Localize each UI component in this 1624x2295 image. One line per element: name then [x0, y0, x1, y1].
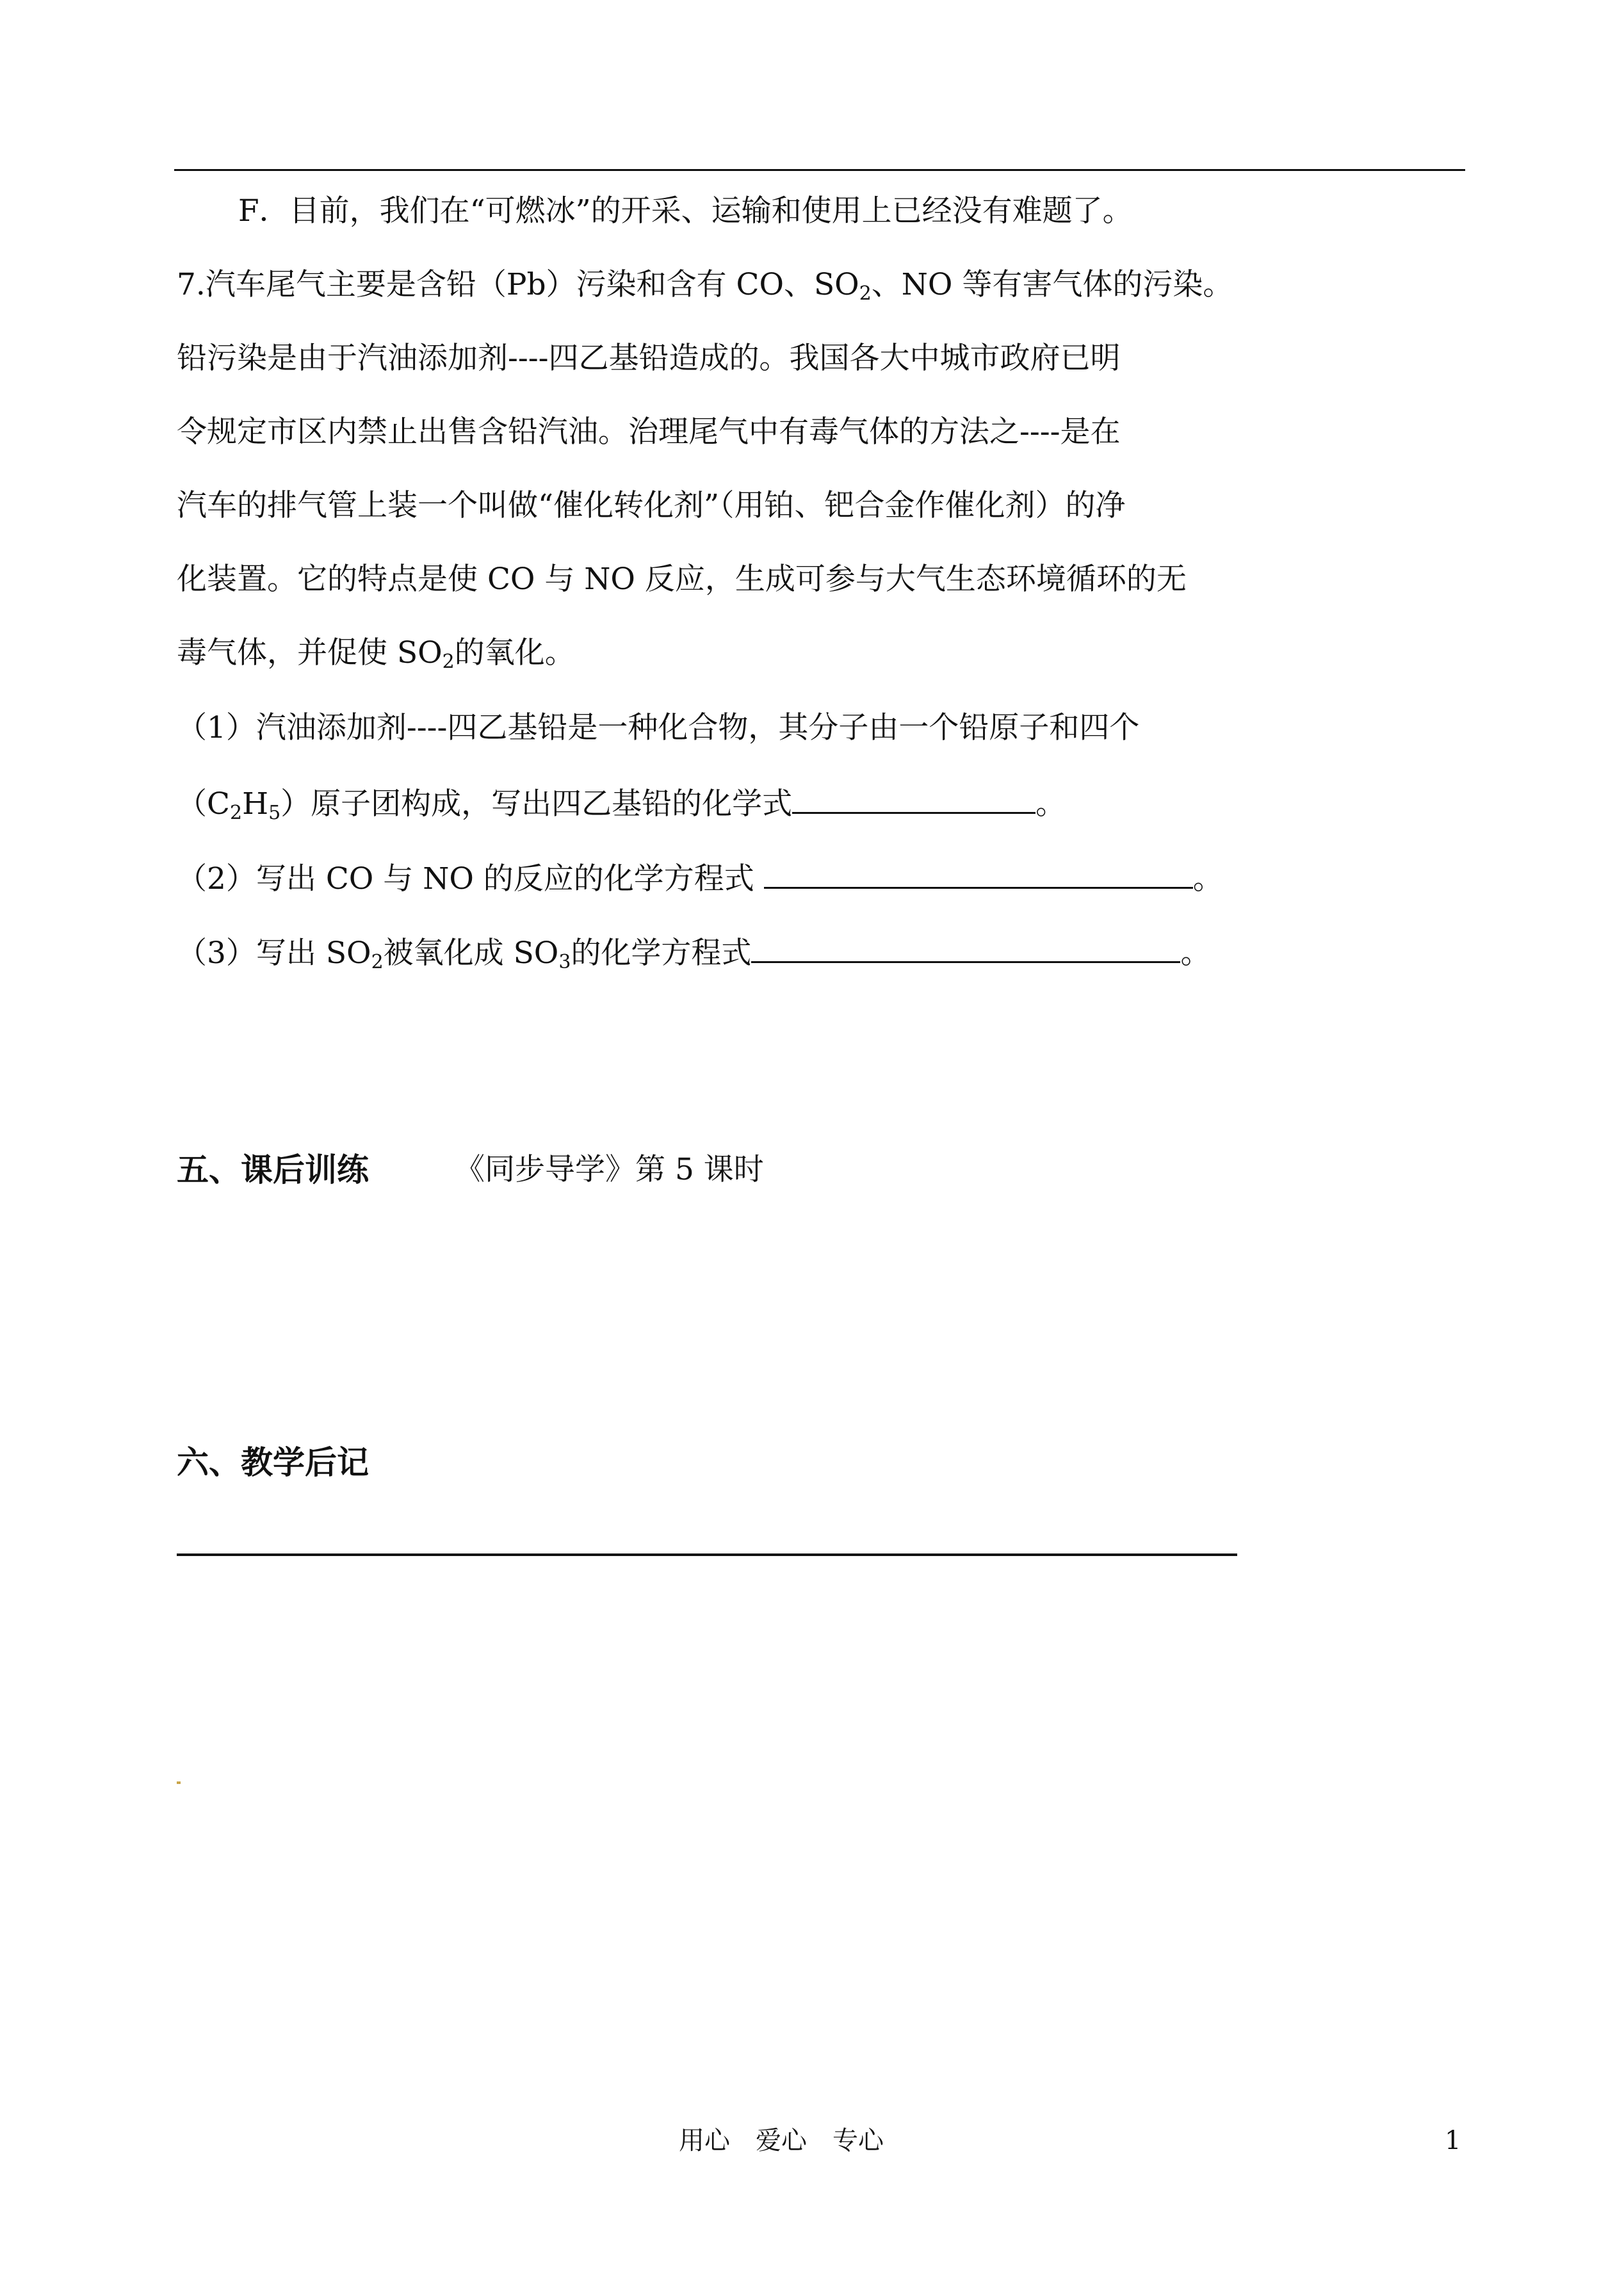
question-7-line-2-text: 铅污染是由于汽油添加剂----四乙基铅造成的。我国各大中城市政府已明: [177, 341, 1121, 376]
subscript: 5: [268, 802, 281, 824]
page-number: 1: [1445, 2126, 1461, 2155]
sub-question-3-text-b: 被氧化成 SO: [383, 936, 559, 971]
sub-question-1-text: （1）汽油添加剂----四乙基铅是一种化合物，其分子由一个铅原子和四个: [177, 710, 1140, 745]
sub-question-3-line: [177, 933, 1210, 973]
sub-question-1-line-2: [177, 784, 1066, 823]
sub-question-1-text-c: ）原子团构成，写出四乙基铅的化学式: [280, 786, 793, 822]
answer-blank-1[interactable]: [792, 784, 1035, 814]
question-7-line-6-text-b: 的氧化。: [454, 635, 575, 670]
sub-question-2-text: （2）写出 CO 与 NO 的反应的化学方程式: [177, 861, 764, 896]
sub-question-1-text-a: （C: [177, 786, 230, 822]
question-7-line-5-text: 化装置。它的特点是使 CO 与 NO 反应，生成可参与大气生态环境循环的无: [177, 562, 1187, 597]
sub-question-2-line: [177, 859, 1223, 898]
question-7-line-4: [177, 487, 1126, 525]
section-6-title: 六、教学后记: [177, 1443, 369, 1481]
subscript: 2: [442, 651, 455, 673]
subscript: 2: [371, 951, 384, 973]
question-7-line-3-text: 令规定市区内禁止出售含铅汽油。治理尾气中有毒气体的方法之----是在: [177, 414, 1121, 450]
sub-question-3-end: 。: [1180, 936, 1211, 971]
sub-question-1-text-b: H: [242, 786, 269, 822]
subscript: 3: [558, 951, 571, 973]
question-7-line-5: [177, 560, 1187, 599]
subscript: 2: [229, 802, 243, 824]
sub-question-1-end: 。: [1035, 786, 1066, 822]
subscript: 2: [859, 282, 872, 305]
sub-question-2-end: 。: [1192, 861, 1223, 896]
question-7-line-2: [177, 339, 1121, 378]
section-5-reference: 《同步导学》第 5 课时: [455, 1152, 764, 1187]
question-7-line-4-text: 汽车的排气管上装一个叫做“催化转化剂”（用铂、钯合金作催化剂）的净: [177, 488, 1126, 523]
sub-question-3-text-a: （3）写出 SO: [177, 936, 371, 971]
question-7-line-6-text-a: 毒气体，并促使 SO: [177, 635, 443, 670]
question-7-line-1: [177, 266, 1233, 304]
question-7-line-1-text-a: 7.汽车尾气主要是含铅（Pb）污染和含有 CO、SO: [177, 267, 859, 302]
section-5-title: 五、课后训练: [177, 1151, 369, 1188]
question-7-line-6: [177, 634, 575, 672]
question-7-line-3: [177, 413, 1121, 451]
answer-blank-3[interactable]: [751, 933, 1180, 963]
question-f-text: F．目前，我们在“可燃冰”的开采、运输和使用上已经没有难题了。: [238, 193, 1133, 229]
sub-question-3-text-c: 的化学方程式: [571, 936, 752, 971]
sub-question-1-line-1: [177, 709, 1139, 747]
header-rule: [174, 169, 1465, 171]
stray-mark: [177, 1781, 181, 1784]
notes-writing-line[interactable]: [177, 1553, 1237, 1556]
question-7-line-1-text-b: 、NO 等有害气体的污染。: [871, 267, 1233, 302]
answer-blank-2[interactable]: [764, 859, 1193, 889]
question-f-line: [238, 192, 1133, 231]
footer-motto: 用心 爱心 专心: [679, 2126, 884, 2155]
